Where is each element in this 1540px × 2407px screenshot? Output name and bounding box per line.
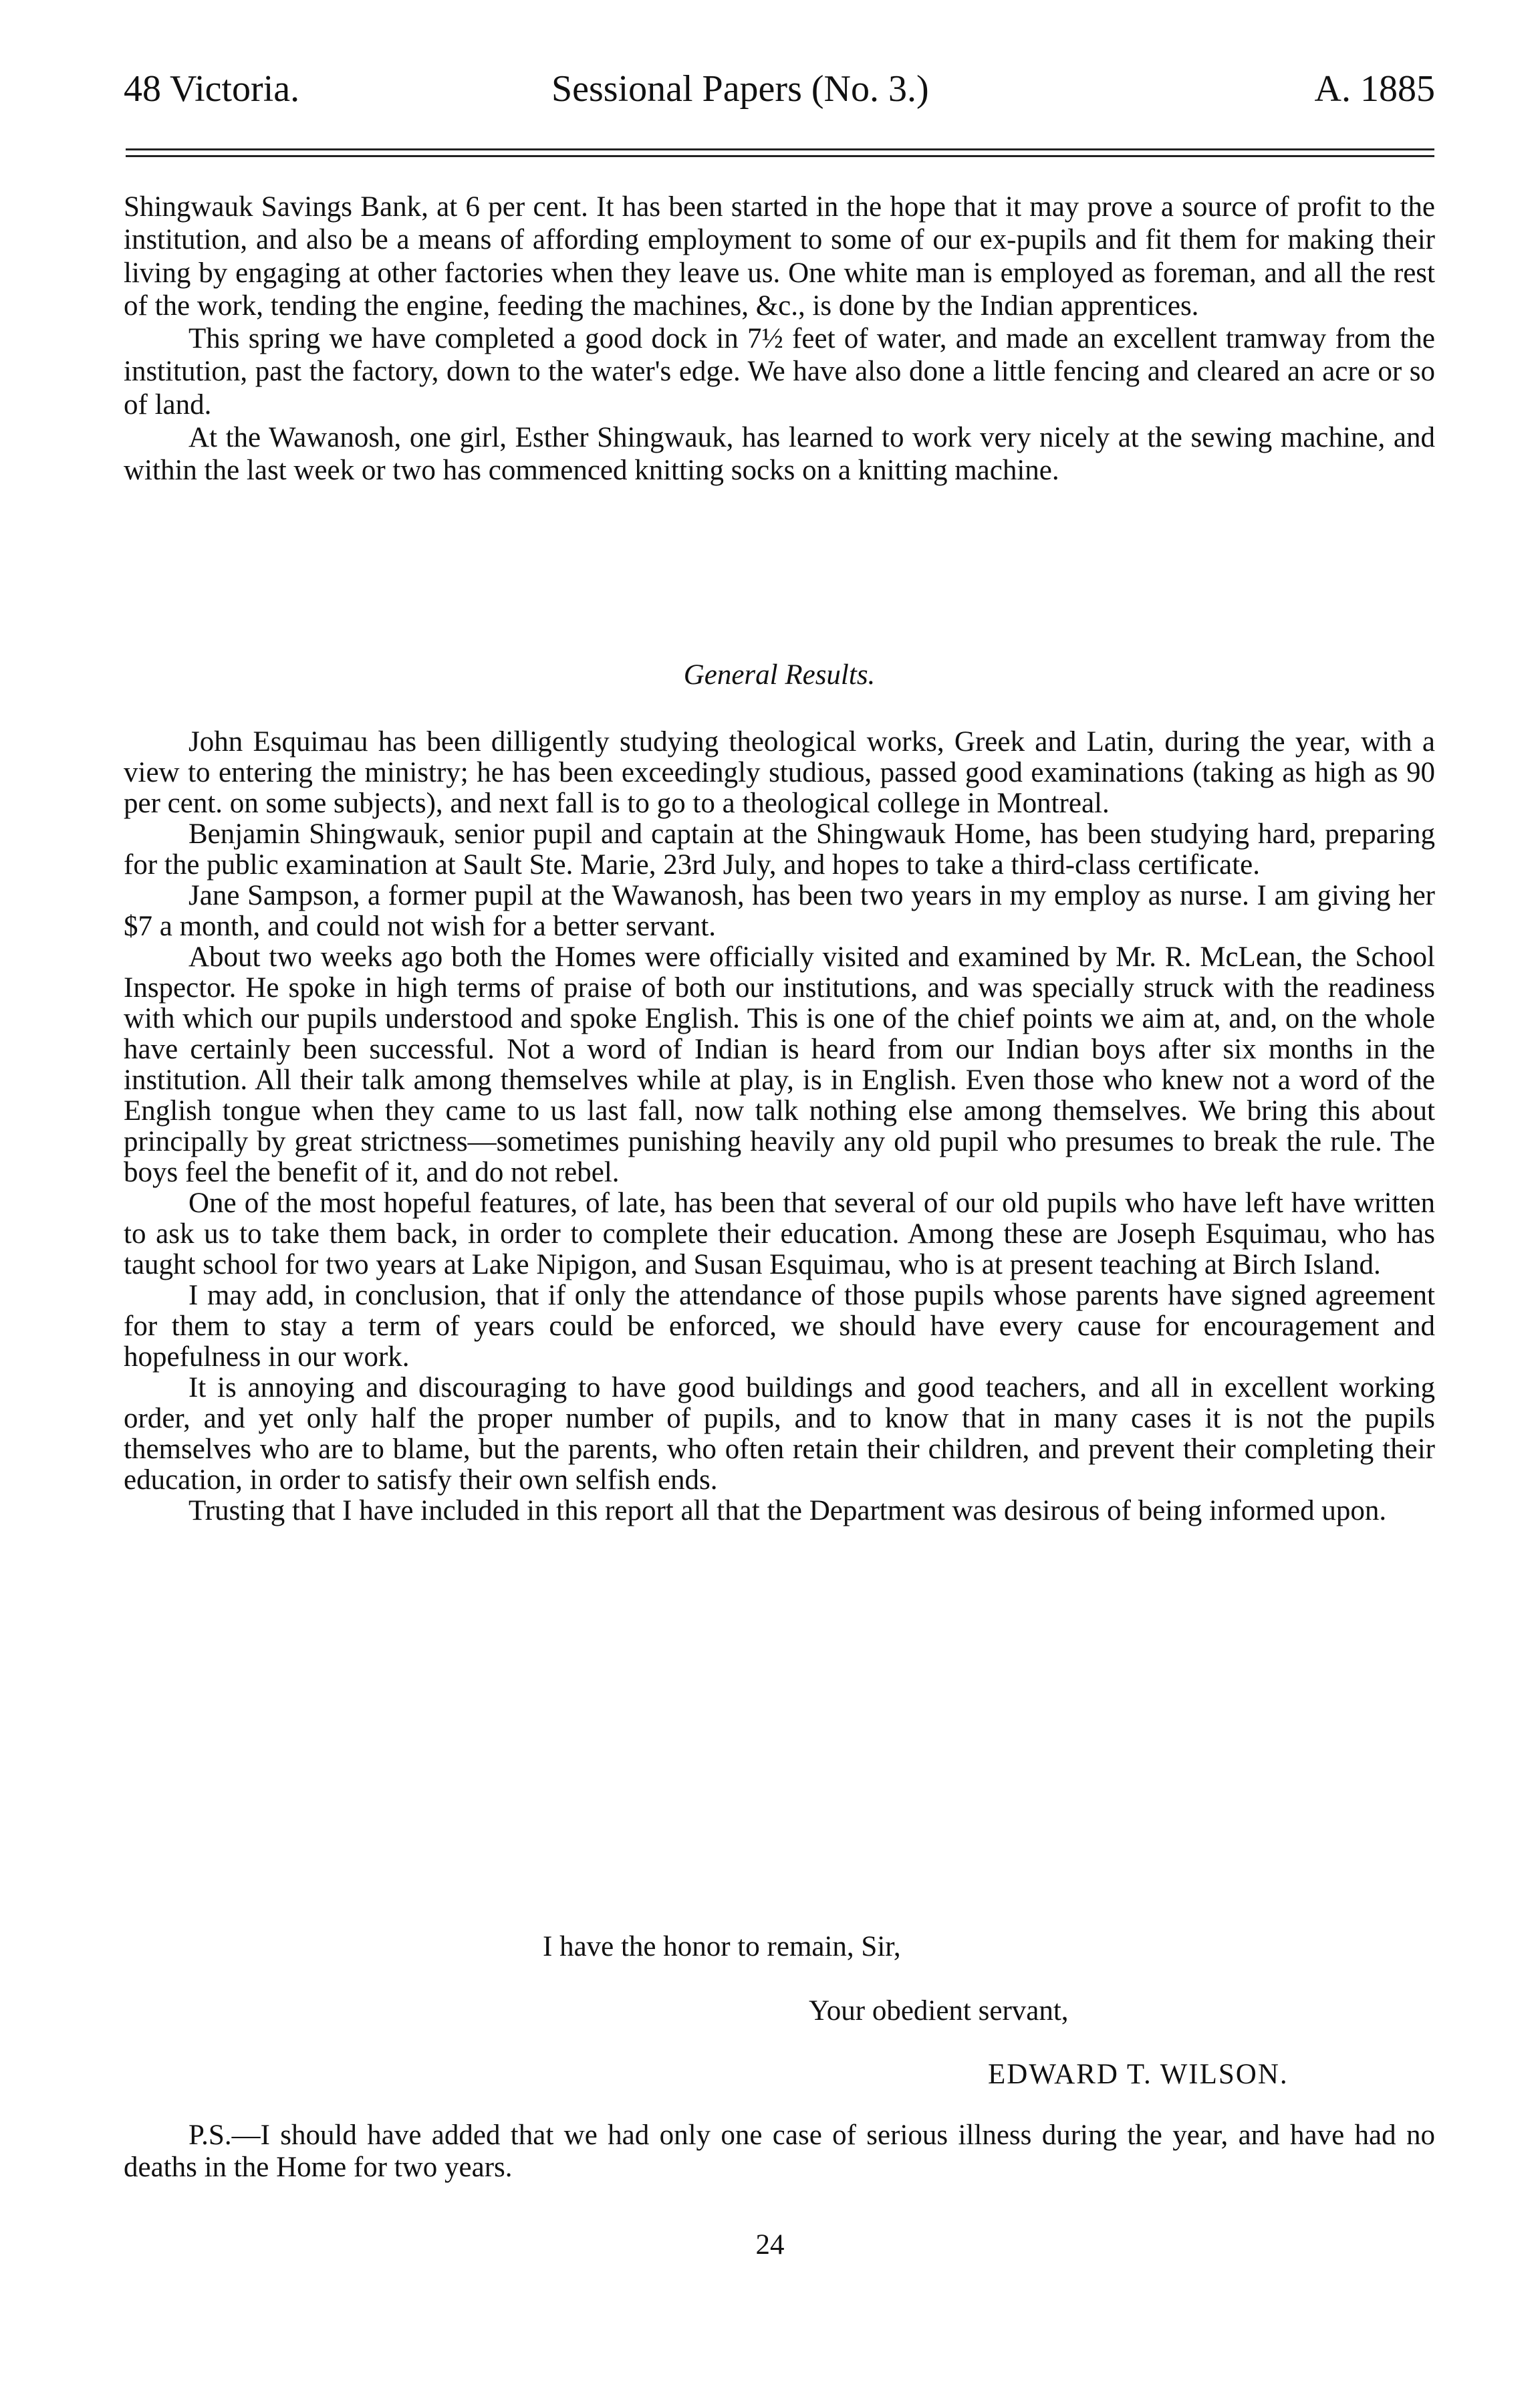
header-rule-top [126,148,1434,150]
page-number: 24 [755,2229,785,2261]
header-year: A. 1885 [1314,68,1435,110]
paragraph-inspection: About two weeks ago both the Homes were officially visited and examined by Mr. R. McLean, the School Inspector. He spoke in high terms of praise of both our institutions, and was specially struck with the readiness with which our pupils understood and spoke English. This is one of the chief points we aim at, and, on the whole have certainly been successful. Not a word of Indian is heard from our Indian boys after six months in the institution. All their talk among themselves while at play, is in English. Even those who knew not a word of the English tongue when they came to us last fall, now talk nothing else among themselves. We bring this about principally by great strictness—sometimes punishing heavily any old pupil who presumes to break the rule. The boys feel the benefit of it, and do not rebel. [124,941,1435,1188]
paragraph-savings-bank: Shingwauk Savings Bank, at 6 per cent. It has been started in the hope that it may prove a source of profit to the institution, and also be a means of affording employment to some of our ex-pupils and fit them for making their living by engaging at other factories when they leave us. One white man is employed as foreman, and all the rest of the work, tending the engine, feeding the machines, &c., is done by the Indian apprentices. [124,191,1435,322]
paragraph-jane-sampson: Jane Sampson, a former pupil at the Wawanosh, has been two years in my employ as nurse. I am giving her $7 a month, and could not wish for a better servant. [124,880,1435,942]
paragraph-dock: This spring we have completed a good dock in 7½ feet of water, and made an excellent tramway from the institution, past the factory, down to the water's edge. We have also done a little fencing and cleared an acre or so of land. [124,323,1435,421]
results-section [124,727,1435,1526]
postscript: P.S.—I should have added that we had only one case of serious illness during the year, and have had no deaths in the Home for two years. [124,2119,1435,2183]
intro-section [124,191,1435,487]
paragraph-wawanosh: At the Wawanosh, one girl, Esther Shingwauk, has learned to work very nicely at the sewing machine, and within the last week or two has commenced knitting socks on a knitting machine. [124,422,1435,487]
paragraph-annoying: It is annoying and discouraging to have good buildings and good teachers, and all in excellent working order, and yet only half the proper number of pupils, and to know that in many cases it is not the pupils themselves who are to blame, but the parents, who often retain their children, and prevent their completing their education, in order to satisfy their own selfish ends. [124,1372,1435,1496]
paragraph-old-pupils: One of the most hopeful features, of late, has been that several of our old pupils who have left have written to ask us to take them back, in order to complete their education. Among these are Joseph Esquimau, who has taught school for two years at Lake Nipigon, and Susan Esquimau, who is at present teaching at Birch Island. [124,1187,1435,1280]
paragraph-benjamin-shingwauk: Benjamin Shingwauk, senior pupil and captain at the Shingwauk Home, has been studying hard, preparing for the public examination at Sault Ste. Marie, 23rd July, and hopes to take a third-class certificate. [124,818,1435,881]
paragraph-john-esquimau: John Esquimau has been dilligently studying theological works, Greek and Latin, during the year, with a view to entering the ministry; he has been exceedingly studious, passed good examinations (taking as high as 90 per cent. on some subjects), and next fall is to go to a theological college in Montreal. [124,726,1435,819]
header-rule-bottom [126,155,1434,157]
header-title: Sessional Papers (No. 3.) [551,68,929,110]
header-session: 48 Victoria. [124,68,300,110]
paragraph-conclusion: I may add, in conclusion, that if only the attendance of those pupils whose parents have signed agreement for them to stay a term of years could be enforced, we should have every cause for encouragement and hopefulness in our work. [124,1280,1435,1373]
paragraph-trusting: Trusting that I have included in this report all that the Department was desirous of being informed upon. [188,1495,1387,1526]
section-heading: General Results. [683,659,876,691]
document-page: 48 Victoria. Sessional Papers (No. 3.) A. 1885 Shingwauk Savings Bank, at 6 per cent. It has been started in the hope that it may prove a source of profit to the institution, and also be a means of affording employment to some of our ex-pupils and fit them for making their living by engaging at other factories when they leave us. One white man is employed as foreman, and all the rest of the work, tending the engine, feeding the machines, &c., is done by the Indian apprentices. This spring we have completed a good dock in 7½ feet of water, and made an excellent tramway from the institution, past the factory, down to the water's edge. We have also done a little fencing and cleared an acre or so of land. At the Wawanosh, one girl, Esther Shingwauk, has learned to work very nicely at the sewing machine, and within the last week or two has commenced knitting socks on a knitting machine. General Results. John Esquimau has been dilligently studying theological works, Greek and Latin, during the year, with a view to entering the ministry; he has been exceedingly studious, passed good examinations (taking as high as 90 per cent. on some subjects), and next fall is to go to a theological college in Montreal. Benjamin Shingwauk, senior pupil and captain at the Shingwauk Home, has been studying hard, preparing for the public examination at Sault Ste. Marie, 23rd July, and hopes to take a third-class certificate. Jane Sampson, a former pupil at the Wawanosh, has been two years in my employ as nurse. I am giving her $7 a month, and could not wish for a better servant. About two weeks ago both the Homes were officially visited and examined by Mr. R. McLean, the School Inspector. He spoke in high terms of praise of both our institutions, and was specially struck with the readiness with which our pupils understood and spoke English. This is one of the chief points we aim at, and, on the whole have certainly been successful. Not a word of Indian is heard from our Indian boys after six months in the institution. All their talk among themselves while at play, is in English. Even those who knew not a word of the English tongue when they came to us last fall, now talk nothing else among themselves. We bring this about principally by great strictness—sometimes punishing heavily any old pupil who presumes to break the rule. The boys feel the benefit of it, and do not rebel. One of the most hopeful features, of late, has been that several of our old pupils who have left have written to ask us to take them back, in order to complete their education. Among these are Joseph Esquimau, who has taught school for two years at Lake Nipigon, and Susan Esquimau, who is at present teaching at Birch Island. I may add, in conclusion, that if only the attendance of those pupils whose parents have signed agreement for them to stay a term of years could be enforced, we should have every cause for encouragement and hopefulness in our work. It is annoying and discouraging to have good buildings and good teachers, and all in excellent working order, and yet only half the proper number of pupils, and to know that in many cases it is not the pupils themselves who are to blame, but the parents, who often retain their children, and prevent their completing their education, in order to satisfy their own selfish ends. Trusting that I have included in this report all that the Department was desirous of being informed upon. I have the honor to remain, Sir, Your obedient servant, EDWARD T. WILSON. P.S.—I should have added that we had only one case of serious illness during the year, and have had no deaths in the Home for two years. 24 [0,0,1540,2407]
running-header [124,59,1435,119]
